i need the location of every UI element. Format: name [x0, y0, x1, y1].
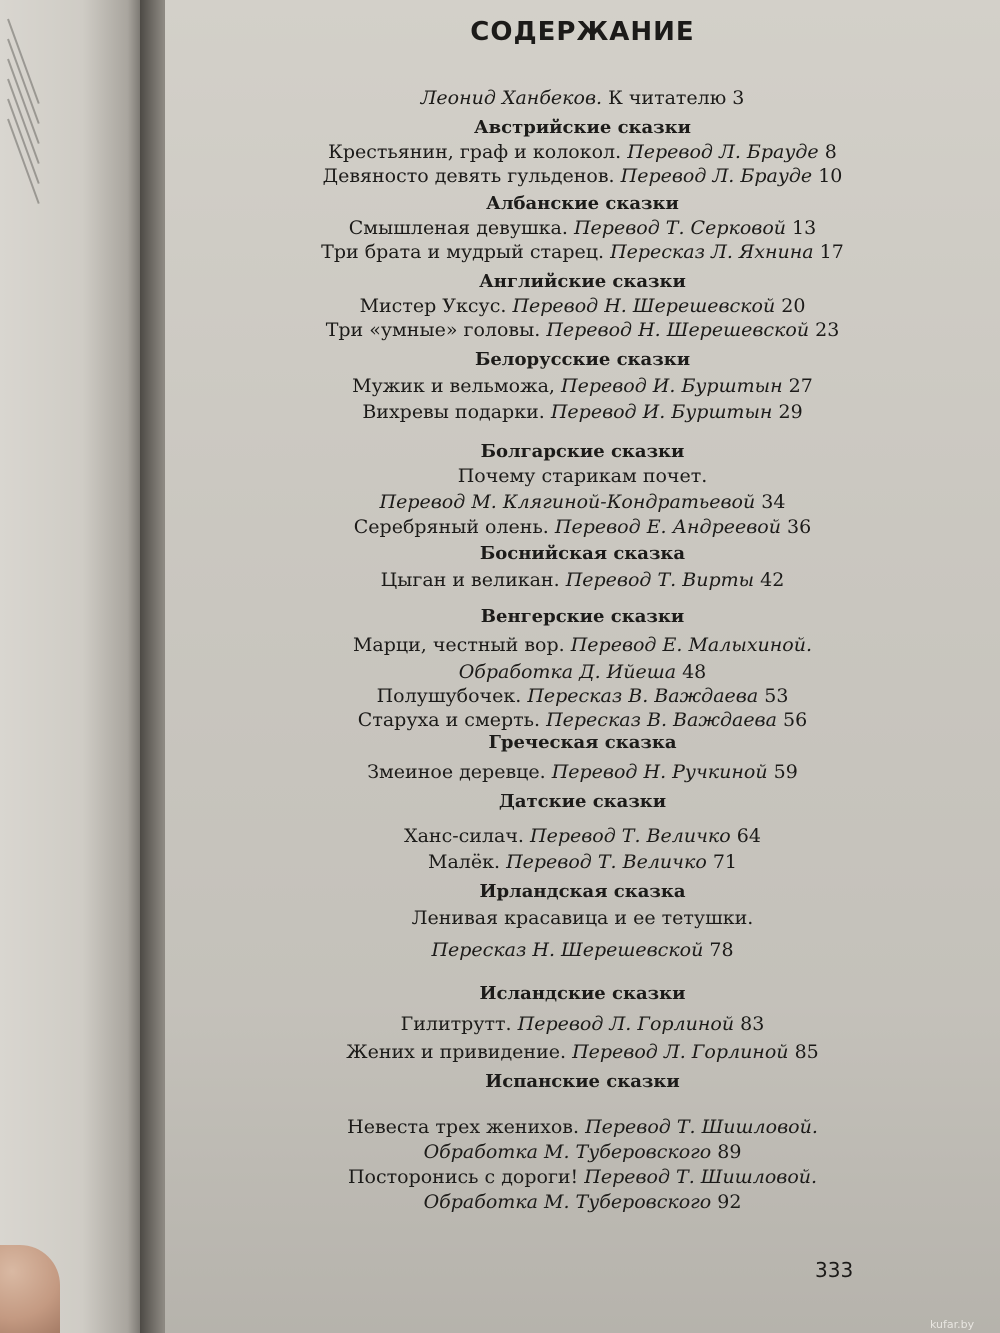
- section-heading: Албанские сказки: [486, 193, 679, 214]
- toc-entry: [165, 633, 1000, 657]
- section-heading: Боснийская сказка: [479, 543, 686, 564]
- entry-credit: Перевод Е. Андреевой: [554, 516, 781, 538]
- entry-credit: Перевод Л. Брауде: [627, 141, 819, 163]
- entry-page: 85: [794, 1041, 819, 1063]
- entry-credit: Перевод Н. Ручкиной: [551, 761, 768, 783]
- entry-page: 89: [717, 1141, 742, 1163]
- entry-credit: Перевод Т. Шишловой.: [584, 1166, 818, 1188]
- entry-page: 8: [824, 141, 837, 163]
- entry-credit: Перевод И. Бурштын: [550, 401, 773, 423]
- entry-credit: Перевод Л. Горлиной: [572, 1041, 789, 1063]
- toc-entry: [165, 140, 1000, 164]
- toc-entry: [165, 906, 1000, 930]
- section-heading: Исландские сказки: [479, 983, 686, 1004]
- facing-page-edge: [0, 0, 150, 1333]
- toc-entry: [165, 164, 1000, 188]
- entry-page: 27: [788, 375, 813, 397]
- entry-title: Цыган и великан.: [380, 569, 560, 591]
- toc-entry: [165, 240, 1000, 264]
- facing-page-bleed: [8, 0, 138, 380]
- entry-credit: Перевод Л. Горлиной: [517, 1013, 735, 1035]
- entry-page: 92: [717, 1191, 742, 1213]
- toc-entry: [165, 568, 1000, 592]
- table-of-contents: [165, 0, 1000, 1333]
- toc-entry: [165, 1140, 1000, 1164]
- entry-title: Три «умные» головы.: [325, 319, 541, 341]
- section-heading: Болгарские сказки: [480, 441, 685, 462]
- entry-credit: Перевод Т. Шишловой.: [585, 1116, 818, 1138]
- toc-entry: [165, 1115, 1000, 1139]
- entry-title: Полушубочек.: [376, 685, 522, 707]
- section-heading: Австрийские сказки: [473, 117, 692, 138]
- entry-title: Девяносто девять гульденов.: [322, 165, 615, 187]
- entry-page: 10: [818, 165, 843, 187]
- toc-entry: [165, 938, 1000, 962]
- toc-entry: [165, 294, 1000, 318]
- entry-credit: Перевод Н. Шерешевской: [512, 295, 776, 317]
- entry-title: Мистер Уксус.: [359, 295, 507, 317]
- section-heading: Испанские сказки: [485, 1071, 680, 1092]
- entry-page: 48: [682, 661, 707, 683]
- entry-credit: Перевод Е. Малыхиной.: [570, 634, 813, 656]
- entry-title: Крестьянин, граф и колокол.: [328, 141, 622, 163]
- intro-author: Леонид Ханбеков.: [420, 87, 603, 109]
- entry-title: Вихревы подарки.: [362, 401, 545, 423]
- toc-entry: [165, 708, 1000, 732]
- entry-title: Смышленая девушка.: [348, 217, 568, 239]
- toc-entry: [165, 216, 1000, 240]
- entry-credit: Обработка М. Туберовского: [423, 1191, 712, 1213]
- section-heading: Датские сказки: [498, 791, 667, 812]
- entry-title: Малёк.: [428, 851, 501, 873]
- entry-title: Мужик и вельможа,: [352, 375, 555, 397]
- toc-entry: [165, 374, 1000, 398]
- entry-page: 71: [712, 851, 737, 873]
- watermark: kufar.by: [930, 1318, 975, 1331]
- toc-entry: [165, 1190, 1000, 1214]
- entry-title: Посторонись с дороги!: [347, 1166, 579, 1188]
- entry-title: Старуха и смерть.: [357, 709, 541, 731]
- entry-page: 83: [740, 1013, 765, 1035]
- entry-title: Три брата и мудрый старец.: [321, 241, 605, 263]
- entry-page: 64: [736, 825, 761, 847]
- toc-entry: [165, 684, 1000, 708]
- toc-entry: [165, 464, 1000, 488]
- book-page: [165, 0, 1000, 1333]
- entry-page: 53: [764, 685, 789, 707]
- entry-page: 36: [787, 516, 812, 538]
- entry-credit: Перевод Т. Величко: [506, 851, 707, 873]
- entry-page: 17: [819, 241, 844, 263]
- toc-entry: [165, 400, 1000, 424]
- page-number: 333: [815, 1258, 854, 1282]
- entry-page: 34: [761, 491, 786, 513]
- entry-credit: Перевод Л. Брауде: [620, 165, 813, 187]
- entry-credit: Обработка М. Туберовского: [423, 1141, 712, 1163]
- entry-page: 29: [778, 401, 803, 423]
- toc-entry: [165, 1165, 1000, 1189]
- entry-title: Жених и привидение.: [346, 1041, 567, 1063]
- section-heading: Белорусские сказки: [474, 349, 691, 370]
- section-heading: Английские сказки: [479, 271, 686, 292]
- intro-text: К читателю 3: [608, 87, 745, 109]
- entry-title: Невеста трех женихов.: [347, 1116, 580, 1138]
- entry-credit: Перевод Т. Серковой: [573, 217, 786, 239]
- entry-title: Серебряный олень.: [353, 516, 549, 538]
- entry-page: 13: [792, 217, 817, 239]
- entry-credit: Пересказ Л. Яхнина: [610, 241, 814, 263]
- entry-page: 42: [760, 569, 785, 591]
- entry-credit: Обработка Д. Ийеша: [458, 661, 677, 683]
- page-title: СОДЕРЖАНИЕ: [470, 17, 695, 47]
- entry-title: Почему старикам почет.: [457, 465, 708, 487]
- entry-credit: Перевод И. Бурштын: [561, 375, 783, 397]
- entry-credit: Перевод М. Клягиной-Кондратьевой: [379, 491, 756, 513]
- toc-entry: [165, 850, 1000, 874]
- entry-credit: Пересказ В. Важдаева: [546, 709, 777, 731]
- toc-entry: [165, 824, 1000, 848]
- section-heading: Ирландская сказка: [479, 881, 686, 902]
- entry-title: Ленивая красавица и ее тетушки.: [411, 907, 754, 929]
- entry-page: 23: [815, 319, 840, 341]
- section-heading: Венгерские сказки: [480, 606, 685, 627]
- entry-credit: Пересказ В. Важдаева: [527, 685, 759, 707]
- toc-entry: [165, 760, 1000, 784]
- toc-entry: [165, 318, 1000, 342]
- toc-entry: [165, 515, 1000, 539]
- entry-page: 78: [709, 939, 734, 961]
- entry-credit: Пересказ Н. Шерешевской: [431, 939, 704, 961]
- entry-title: Гилитрутт.: [400, 1013, 512, 1035]
- entry-page: 56: [783, 709, 808, 731]
- entry-page: 59: [773, 761, 798, 783]
- toc-entry: [165, 1040, 1000, 1064]
- entry-title: Марци, честный вор.: [352, 634, 565, 656]
- entry-credit: Перевод Т. Величко: [530, 825, 731, 847]
- section-heading: Греческая сказка: [488, 732, 677, 753]
- entry-credit: Перевод Т. Вирты: [565, 569, 755, 591]
- entry-title: Змеиное деревце.: [367, 761, 546, 783]
- toc-entry: [165, 1012, 1000, 1036]
- entry-title: Ханс-силач.: [404, 825, 524, 847]
- toc-entry: [165, 660, 1000, 684]
- toc-entry: [165, 490, 1000, 514]
- entry-page: 20: [781, 295, 806, 317]
- intro-entry: [165, 86, 1000, 110]
- entry-credit: Перевод Н. Шерешевской: [546, 319, 810, 341]
